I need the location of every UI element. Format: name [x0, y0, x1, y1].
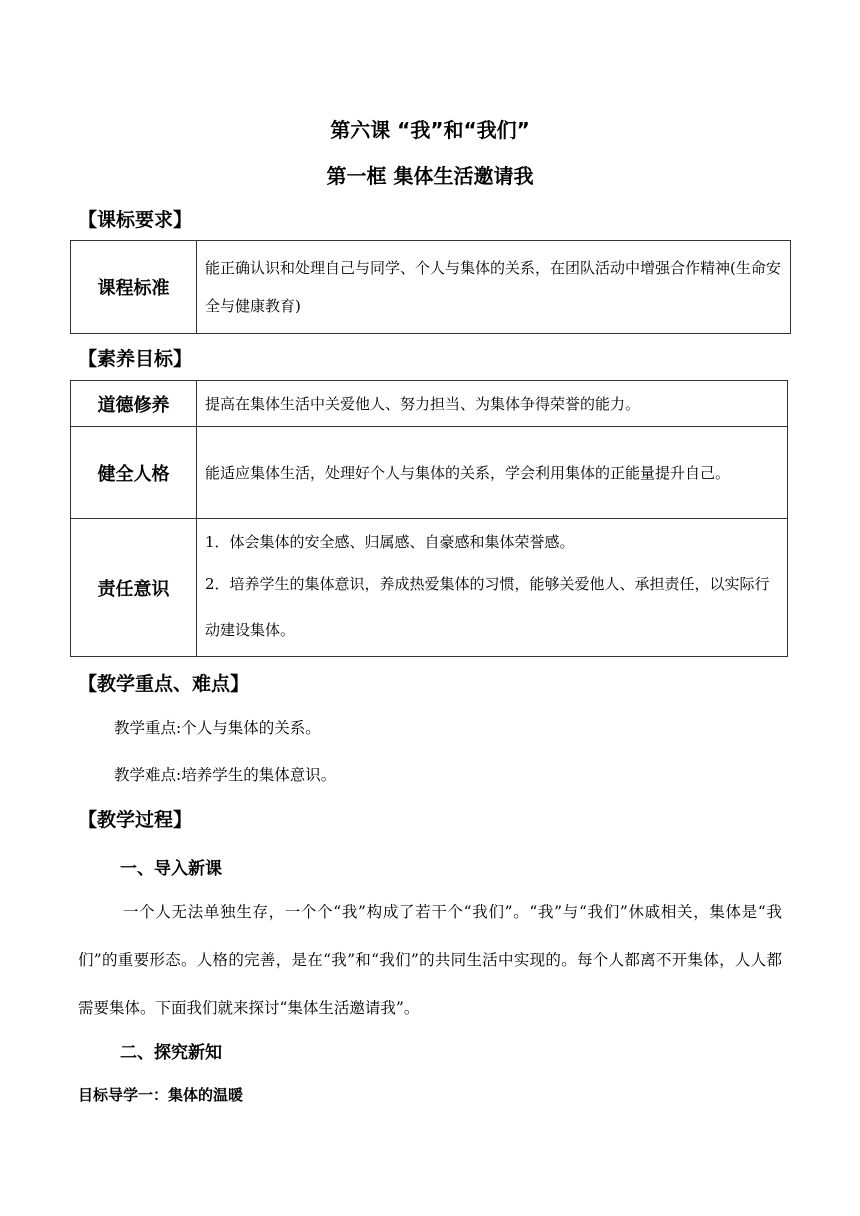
- teaching-focus: 教学重点:个人与集体的关系。: [114, 719, 321, 737]
- responsibility-point-1: 1．体会集体的安全感、归属感、自豪感和集体荣誉感。: [205, 532, 575, 551]
- curriculum-table: [70, 240, 791, 334]
- process-heading: 【教学过程】: [78, 809, 193, 831]
- step2-title: 二、探究新知: [120, 1043, 222, 1063]
- key-points-heading: 【教学重点、难点】: [78, 673, 250, 695]
- goal1-title: 目标导学一：集体的温暖: [78, 1086, 244, 1104]
- literacy-label-personality: 健全人格: [71, 427, 197, 519]
- literacy-heading: 【素养目标】: [78, 348, 193, 370]
- responsibility-point-2: 2．培养学生的集体意识，养成热爱集体的习惯，能够关爱他人、承担责任，以实际行动建设集体。: [205, 574, 770, 639]
- literacy-row: [71, 519, 788, 657]
- literacy-label-responsibility: 责任意识: [71, 519, 197, 657]
- step1-title: 一、导入新课: [120, 859, 222, 879]
- literacy-row: [71, 427, 788, 519]
- literacy-label-morality: 道德修养: [71, 381, 197, 427]
- literacy-content-morality: 提高在集体生活中关爱他人、努力担当、为集体争得荣誉的能力。: [197, 381, 788, 427]
- literacy-row: [71, 381, 788, 427]
- curriculum-content: 能正确认识和处理自己与同学、个人与集体的关系，在团队活动中增强合作精神(生命安全与健康教育): [197, 241, 791, 334]
- literacy-content-personality: 能适应集体生活，处理好个人与集体的关系，学会利用集体的正能量提升自己。: [197, 427, 788, 519]
- literacy-content-responsibility: [197, 519, 788, 657]
- section-title: 第一框 集体生活邀请我: [326, 164, 534, 188]
- teaching-difficulty: 教学难点:培养学生的集体意识。: [114, 766, 337, 784]
- curriculum-label: 课程标准: [71, 241, 197, 334]
- curriculum-heading: 【课标要求】: [78, 209, 193, 231]
- lesson-title: 第六课 “我”和“我们”: [330, 118, 530, 142]
- step1-paragraph: 一个人无法单独生存，一个个“我”构成了若干个“我们”。“我”与“我们”休戚相关，集体是“我们”的重要形态。人格的完善，是在“我”和“我们”的共同生活中实现的。每个人都离不开集体，人人都需要集体。下面我们就来探讨“集体生活邀请我”。: [78, 903, 782, 1017]
- literacy-table: [70, 380, 788, 657]
